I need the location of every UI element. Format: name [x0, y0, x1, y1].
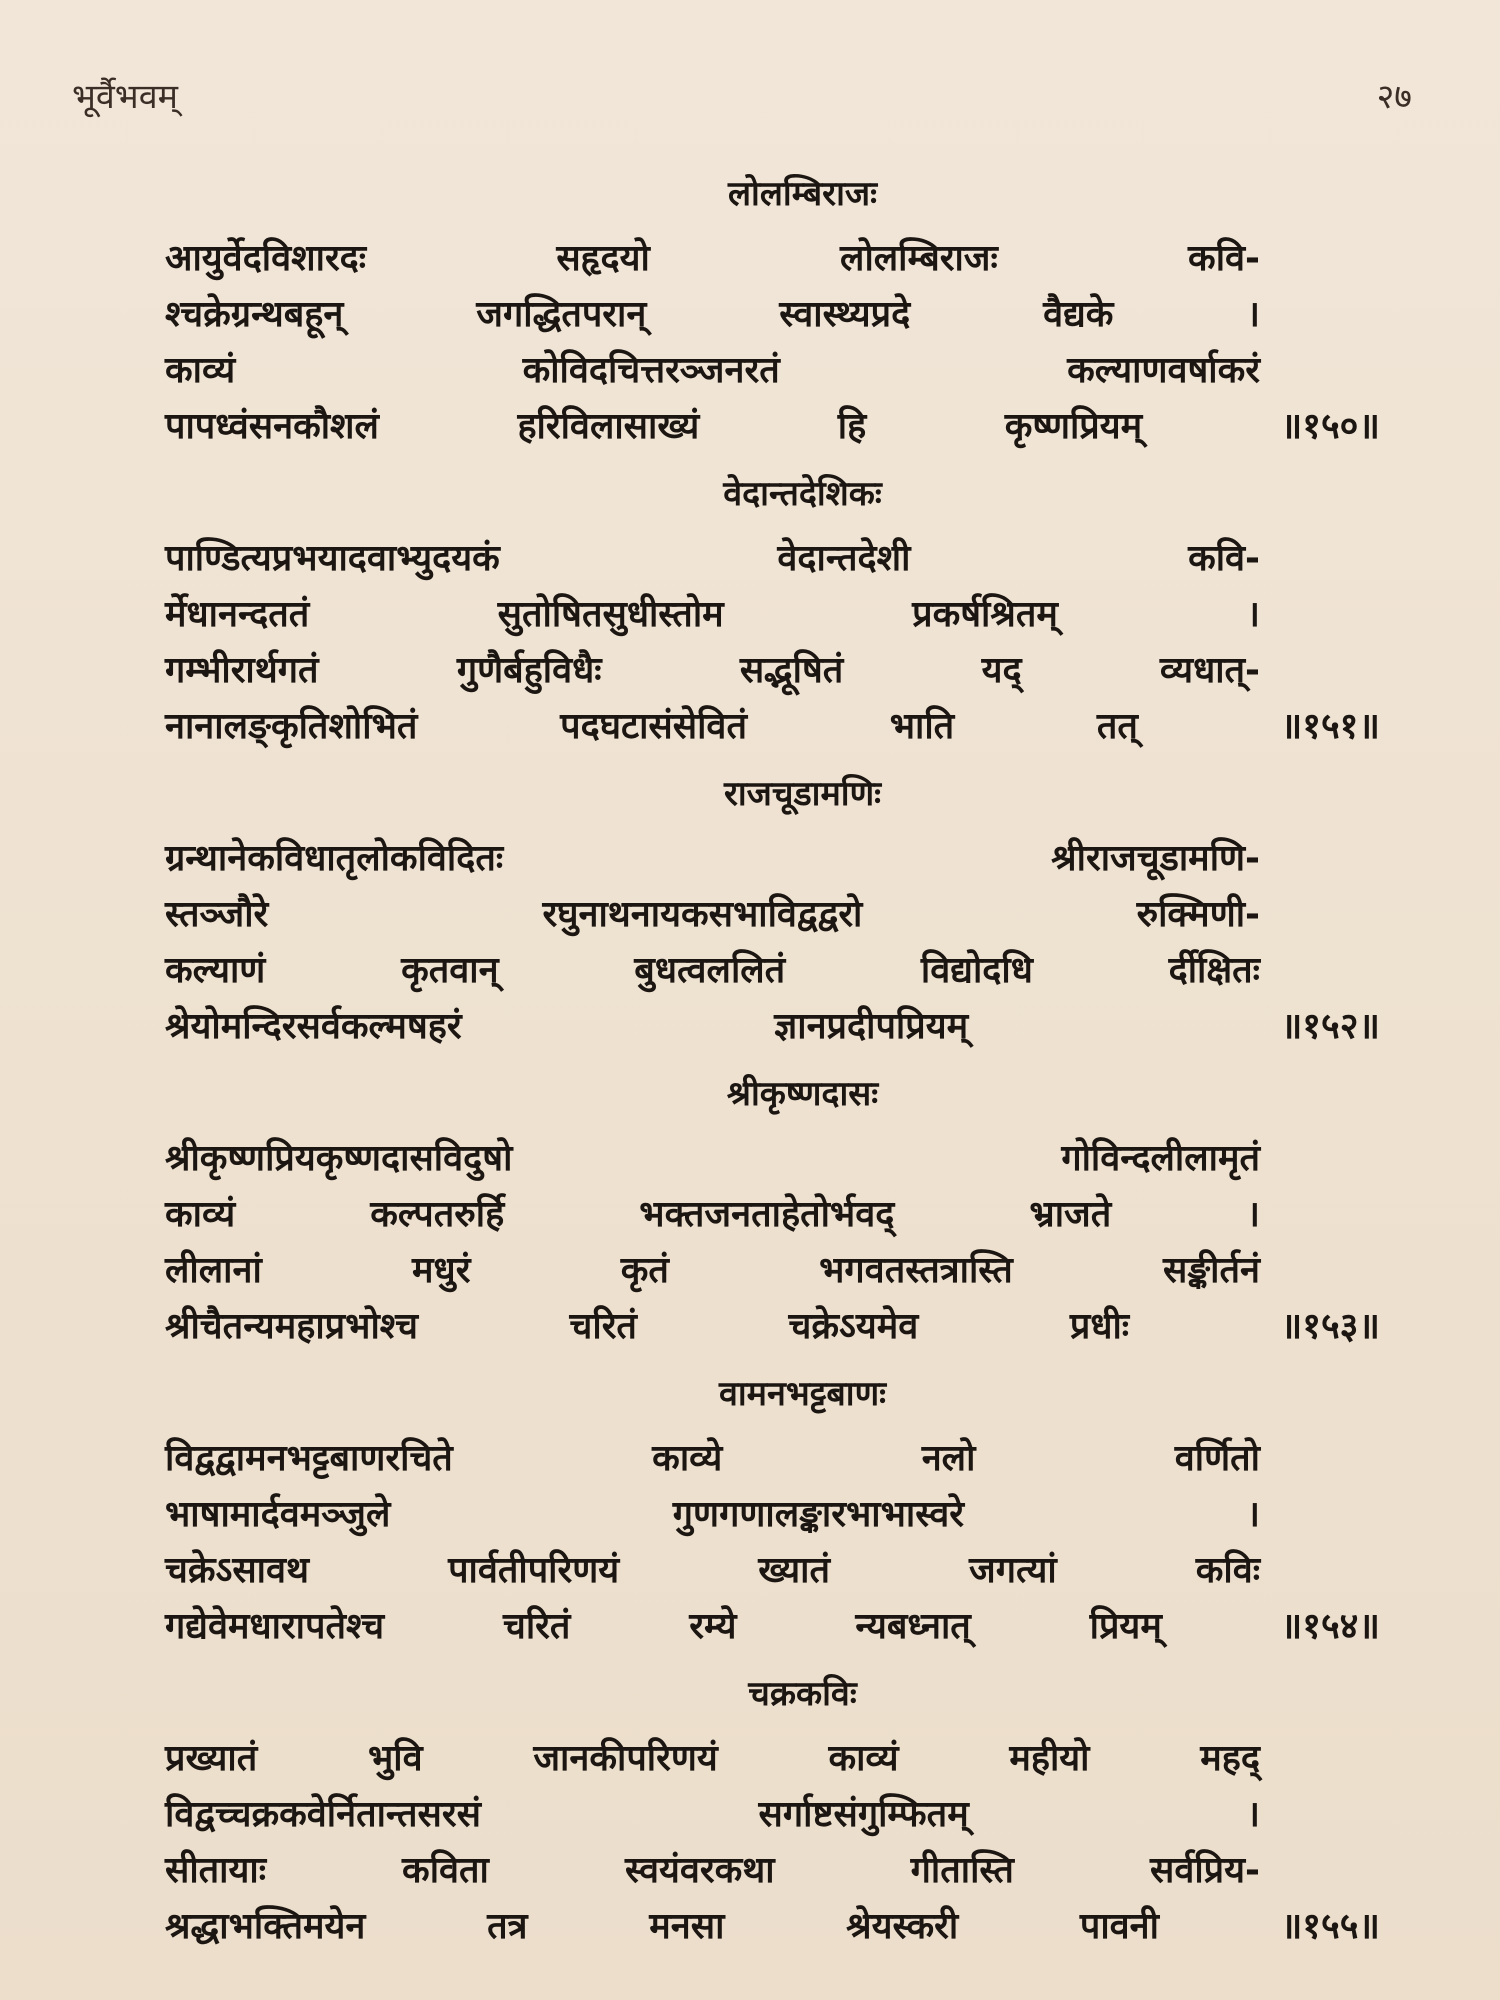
verse-word: स्वयंवरकथा: [624, 1850, 775, 1891]
verse-line: [165, 231, 1380, 287]
verse-section: [165, 1365, 1380, 1655]
verse-line: [165, 1487, 1380, 1543]
verse-line: [165, 831, 1380, 887]
verse-line: [165, 287, 1380, 343]
verse-word: कवि-: [1188, 238, 1260, 279]
verse-word: भाति: [889, 706, 955, 747]
verse-word: विद्योदधि: [920, 950, 1033, 991]
verse-word: भक्तजनताहेतोर्भवद्: [639, 1194, 895, 1235]
verse-line: [165, 1899, 1380, 1955]
verse-word: कल्पतरुर्हि: [370, 1194, 505, 1235]
verse-line: [165, 1543, 1380, 1599]
verse-word: विद्वद्वामनभट्टबाणरचिते: [165, 1438, 453, 1479]
verse-word: नानालङ्कृतिशोभितं: [165, 706, 418, 747]
verse-section: [165, 1665, 1380, 1955]
verse-word: प्रियम्: [1089, 1606, 1162, 1647]
verse-word: सीतायाः: [165, 1850, 266, 1891]
verse-word: ।: [1246, 1194, 1260, 1235]
verse-line: [165, 1243, 1380, 1299]
verse-line: [165, 587, 1380, 643]
verse-word: श्रेयस्करी: [846, 1906, 959, 1947]
verse-number: ॥१५१॥: [1280, 706, 1380, 747]
verse-section: [165, 1065, 1380, 1355]
verse-word: जगत्यां: [969, 1550, 1057, 1591]
verse-word: गुणगणालङ्कारभाभास्वरे: [672, 1494, 964, 1535]
verse-word: लोलम्बिराजः: [840, 238, 998, 279]
verse-word: पावनी: [1079, 1906, 1159, 1947]
verse-word: सुतोषितसुधीस्तोम: [497, 594, 724, 635]
verse-word: पार्वतीपरिणयं: [448, 1550, 620, 1591]
verse-word: सर्गाष्टसंगुम्फितम्: [758, 1794, 969, 1835]
verse-word: रम्ये: [689, 1606, 737, 1647]
verse-word: र्मेधानन्दततं: [165, 594, 310, 635]
verse-word: मनसा: [649, 1906, 725, 1947]
verse-line: [165, 1431, 1380, 1487]
verse-word: आयुर्वेदविशारदः: [165, 238, 367, 279]
verse-word: यद्: [981, 650, 1022, 691]
verse-word: कल्याणवर्षाकरं: [1067, 350, 1260, 391]
verse-word: रघुनाथनायकसभाविद्वद्वरो: [542, 894, 863, 935]
verse-line: [165, 1599, 1380, 1655]
section-heading: वेदान्तदेशिकः: [723, 474, 882, 514]
verse-line: [165, 699, 1380, 755]
verse-word: चक्रेऽयमेव: [788, 1306, 919, 1347]
verse-word: सर्वप्रिय-: [1150, 1850, 1260, 1891]
verse-word: जानकीपरिणयं: [533, 1738, 718, 1779]
verse-word: चरितं: [569, 1306, 637, 1347]
verse-word: पदघटासंसेवितं: [560, 706, 747, 747]
verse-word: कोविदचित्तरञ्जनरतं: [522, 350, 780, 391]
verse-word: श्रीकृष्णप्रियकृष्णदासविदुषो: [165, 1138, 513, 1179]
section-heading: वामनभट्टबाणः: [718, 1374, 887, 1414]
verse-section: [165, 165, 1380, 455]
verse-word: ।: [1246, 1794, 1260, 1835]
verse-word: कृतं: [620, 1250, 669, 1291]
verse-line: [165, 1131, 1380, 1187]
verse-word: ख्यातं: [758, 1550, 830, 1591]
verse-word: भुवि: [367, 1738, 423, 1779]
verse-word: नलो: [921, 1438, 976, 1479]
verse-word: भगवतस्तत्रास्ति: [819, 1250, 1013, 1291]
verse-word: हि: [837, 406, 867, 447]
verse-word: कल्याणं: [165, 950, 266, 991]
verse-word: प्रधीः: [1069, 1306, 1130, 1347]
verse-word: पाण्डित्यप्रभयादवाभ्युदयकं: [165, 538, 500, 579]
page-number: २७: [1376, 77, 1412, 117]
verse-line: [165, 943, 1380, 999]
verse-word: लीलानां: [165, 1250, 262, 1291]
verse-word: सद्भूषितं: [739, 650, 844, 691]
verse-word: गीतास्ति: [910, 1850, 1014, 1891]
verse-word: काव्यं: [828, 1738, 899, 1779]
verse-word: हरिविलासाख्यं: [517, 406, 700, 447]
verse-word: महीयो: [1009, 1738, 1090, 1779]
verse-word: सहृदयो: [556, 238, 650, 279]
verse-word: कृतवान्: [401, 950, 499, 991]
verse-word: काव्ये: [652, 1438, 723, 1479]
verse-number: ॥१५०॥: [1280, 406, 1380, 447]
verse-word: ज्ञानप्रदीपप्रियम्: [774, 1006, 969, 1047]
verse-line: [165, 399, 1380, 455]
verse-word: स्वास्थ्यप्रदे: [779, 294, 911, 335]
verse-word: कवि-: [1188, 538, 1260, 579]
verse-line: [165, 999, 1380, 1055]
verse-section: [165, 765, 1380, 1055]
verse-word: कृष्णप्रियम्: [1004, 406, 1143, 447]
verse-number: ॥१५२॥: [1280, 1006, 1380, 1047]
verse-word: स्तञ्जौरे: [165, 894, 269, 935]
verse-word: तत्: [1096, 706, 1138, 747]
verse-word: ।: [1246, 1494, 1260, 1535]
verse-word: प्रकर्षश्रितम्: [912, 594, 1058, 635]
verse-number: ॥१५४॥: [1280, 1606, 1380, 1647]
verse-line: [165, 1843, 1380, 1899]
verse-word: कविः: [1195, 1550, 1260, 1591]
verse-word: ।: [1246, 294, 1260, 335]
section-heading: चक्रकविः: [748, 1674, 857, 1714]
verse-word: जगद्धितपरान्: [476, 294, 647, 335]
verse-word: तत्र: [487, 1906, 528, 1947]
verse-word: पापध्वंसनकौशलं: [165, 406, 379, 447]
running-head: भूर्वैभवम्: [72, 77, 178, 117]
verse-word: ग्रन्थानेकविधातृलोकविदितः: [165, 838, 504, 879]
verse-line: [165, 1187, 1380, 1243]
verse-word: गद्येवेमधारापतेश्च: [165, 1606, 385, 1647]
verse-word: चरितं: [502, 1606, 571, 1647]
verse-word: गम्भीरार्थगतं: [165, 650, 319, 691]
verse-word: र्दीक्षितः: [1168, 950, 1260, 991]
verse-number: ॥१५५॥: [1280, 1906, 1380, 1947]
section-heading: राजचूडामणिः: [723, 774, 882, 814]
verse-word: प्रख्यातं: [165, 1738, 258, 1779]
verse-word: न्यबध्नात्: [855, 1606, 971, 1647]
verse-word: भ्राजते: [1029, 1194, 1112, 1235]
verse-word: वर्णितो: [1174, 1438, 1260, 1479]
verse-line: [165, 343, 1380, 399]
verse-word: बुधत्वललितं: [634, 950, 786, 991]
verse-word: सङ्कीर्तनं: [1163, 1250, 1260, 1291]
verse-line: [165, 887, 1380, 943]
verse-word: विद्वच्चक्रकवेर्नितान्तसरसं: [165, 1794, 481, 1835]
verse-line: [165, 1731, 1380, 1787]
verse-word: श्रद्धाभक्तिमयेन: [165, 1906, 366, 1947]
verse-word: गोविन्दलीलामृतं: [1061, 1138, 1260, 1179]
verse-number: ॥१५३॥: [1280, 1306, 1380, 1347]
verse-word: भाषामार्दवमञ्जुले: [165, 1494, 391, 1535]
verse-word: काव्यं: [165, 1194, 236, 1235]
verse-line: [165, 1299, 1380, 1355]
verse-word: चक्रेऽसावथ: [165, 1550, 310, 1591]
verse-word: वैद्यके: [1043, 294, 1114, 335]
verse-section: [165, 465, 1380, 755]
verse-word: कविता: [402, 1850, 489, 1891]
verse-word: वेदान्तदेशी: [777, 538, 911, 579]
verse-content: [165, 165, 1380, 1965]
verse-word: ।: [1246, 594, 1260, 635]
verse-line: [165, 1787, 1380, 1843]
verse-word: श्रेयोमन्दिरसर्वकल्मषहरं: [165, 1006, 462, 1047]
verse-line: [165, 643, 1380, 699]
verse-word: मधुरं: [412, 1250, 471, 1291]
verse-word: महद्: [1200, 1738, 1260, 1779]
verse-word: व्यधात्-: [1159, 650, 1260, 691]
section-heading: लोलम्बिराजः: [728, 174, 877, 214]
verse-word: काव्यं: [165, 350, 236, 391]
verse-word: श्रीराजचूडामणि-: [1051, 838, 1260, 879]
verse-line: [165, 531, 1380, 587]
verse-word: रुक्मिणी-: [1136, 894, 1260, 935]
verse-word: श्चक्रेग्रन्थबहून्: [165, 294, 344, 335]
section-heading: श्रीकृष्णदासः: [726, 1074, 879, 1114]
verse-word: श्रीचैतन्यमहाप्रभोश्च: [165, 1306, 418, 1347]
verse-word: गुणैर्बहुविधैः: [456, 650, 602, 691]
